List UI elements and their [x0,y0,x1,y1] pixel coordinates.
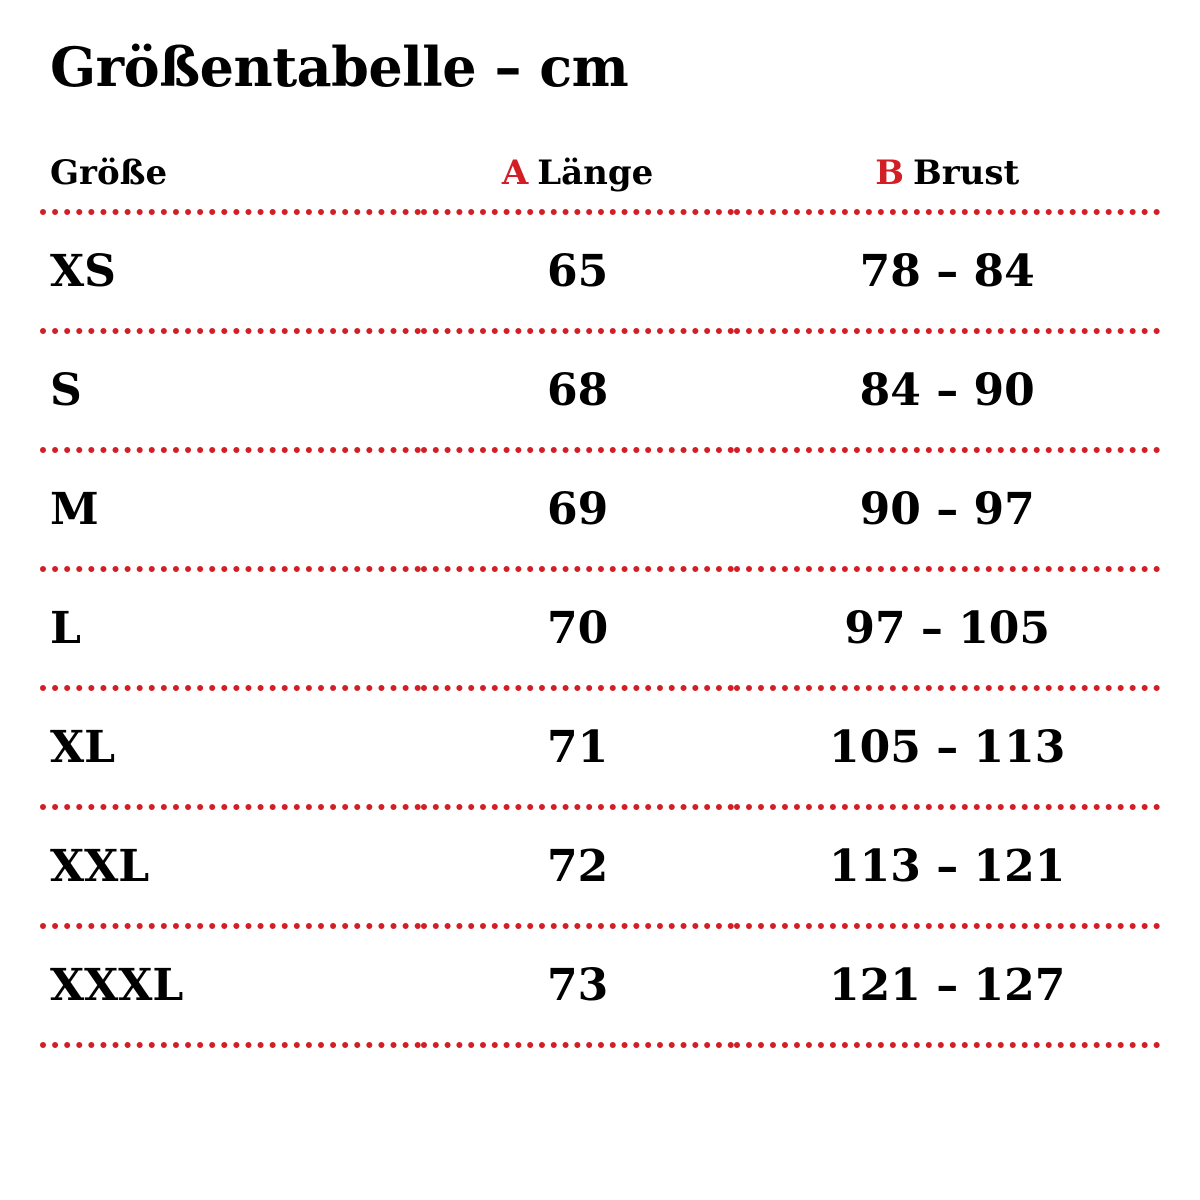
cell-length: 69 [421,450,735,569]
cell-size: S [40,331,421,450]
table-row [40,331,1160,450]
cell-size: XXL [40,807,421,926]
cell-chest: 113 – 121 [734,807,1160,926]
table-row [40,569,1160,688]
cell-chest: 97 – 105 [734,569,1160,688]
table-header-row [40,153,1160,212]
cell-chest: 78 – 84 [734,212,1160,331]
measure-letter-b: B [875,153,904,194]
cell-length: 73 [421,926,735,1045]
cell-chest: 121 – 127 [734,926,1160,1045]
table-header [40,153,1160,212]
cell-chest: 84 – 90 [734,331,1160,450]
table-row [40,212,1160,331]
table-row [40,926,1160,1045]
cell-length: 70 [421,569,735,688]
table-row [40,807,1160,926]
cell-length: 72 [421,807,735,926]
cell-chest: 105 – 113 [734,688,1160,807]
measure-letter-a: A [501,153,529,194]
cell-size: XS [40,212,421,331]
cell-size: L [40,569,421,688]
column-header-length [421,153,735,212]
cell-length: 68 [421,331,735,450]
column-header-chest-label: Brust [912,153,1020,194]
cell-size: XXXL [40,926,421,1045]
column-header-size: Größe [40,153,421,212]
column-header-length-label: Länge [537,153,654,194]
table-row [40,688,1160,807]
size-table [40,153,1160,1048]
table-row [40,450,1160,569]
cell-size: M [40,450,421,569]
column-header-chest [734,153,1160,212]
cell-length: 71 [421,688,735,807]
page-title: Größentabelle – cm [50,35,629,99]
table-body [40,212,1160,1045]
cell-length: 65 [421,212,735,331]
cell-size: XL [40,688,421,807]
cell-chest: 90 – 97 [734,450,1160,569]
